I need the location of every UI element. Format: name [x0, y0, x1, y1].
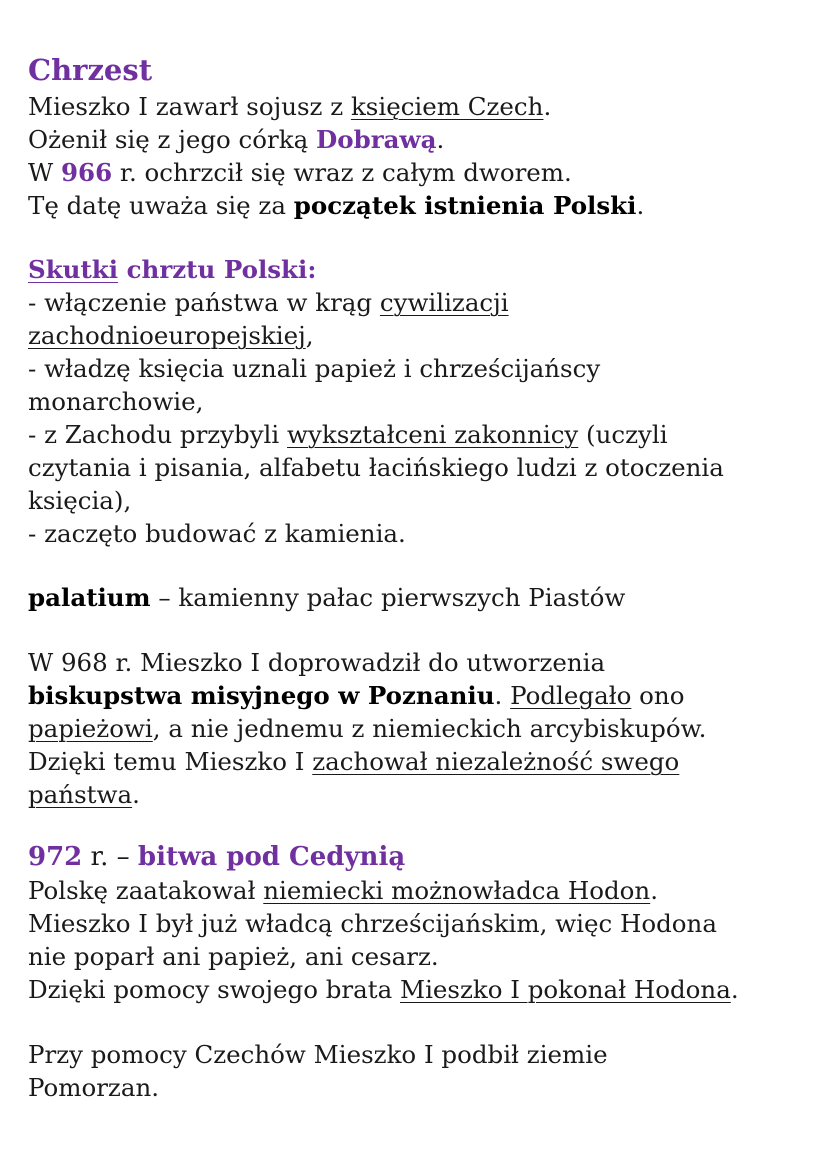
underlined-text: księciem Czech	[350, 92, 544, 121]
text: .	[650, 876, 659, 905]
highlight-dobrawa: Dobrawą	[315, 125, 437, 154]
text: , a nie jednemu z niemieckich arcybiskupów.	[152, 714, 707, 743]
text: Polskę zaatakował	[28, 876, 264, 905]
text: .	[436, 125, 445, 154]
list-item	[28, 286, 509, 319]
definition: – kamienny pałac pierwszych Piastów	[150, 583, 626, 612]
text: - włączenie państwa w krąg	[28, 288, 380, 317]
text-line: nie poparł ani papież, ani cesarz.	[28, 942, 439, 971]
battle-title: bitwa pod Cedynią	[137, 842, 406, 872]
text-line: Pomorzan.	[28, 1073, 160, 1102]
underlined-text: wykształceni zakonnicy	[287, 420, 579, 449]
underlined-text: cywilizacji	[379, 288, 509, 317]
text: Tę datę uważa się za	[28, 191, 294, 220]
underlined-text: państwa	[28, 780, 133, 809]
highlight-year-972: 972	[28, 842, 83, 872]
text-line: czytania i pisania, alfabetu łacińskiego ludzi z otoczenia	[28, 453, 724, 482]
text: Dzięki pomocy swojego brata	[28, 975, 400, 1004]
text-line: księcia),	[28, 486, 132, 515]
list-item: - zaczęto budować z kamienia.	[28, 519, 406, 548]
text-line	[28, 189, 644, 222]
definition-palatium	[28, 581, 625, 614]
heading-rest: chrztu Polski:	[118, 255, 317, 284]
underlined-text: niemiecki możnowładca Hodon	[263, 876, 651, 905]
text: - z Zachodu przybyli	[28, 420, 288, 449]
underlined-text: Mieszko I pokonał Hodona	[399, 975, 731, 1004]
text-line	[28, 156, 572, 189]
text: W	[28, 158, 61, 187]
heading-chrzest: Chrzest	[28, 53, 153, 87]
text: .	[494, 681, 511, 710]
text-line: Przy pomocy Czechów Mieszko I podbił ziemie	[28, 1040, 608, 1069]
term: palatium	[28, 583, 151, 612]
heading-cedynia	[28, 841, 405, 874]
text-line	[28, 679, 684, 712]
text-line	[28, 778, 140, 811]
underlined-text: zachował niezależność swego	[312, 747, 680, 776]
text: (uczyli	[578, 420, 668, 449]
text: r. –	[82, 842, 138, 872]
text-line: W 968 r. Mieszko I doprowadził do utworzenia	[28, 648, 606, 677]
text-line	[28, 319, 313, 352]
text: .	[730, 975, 739, 1004]
text-line	[28, 90, 551, 123]
text: ono	[631, 681, 685, 710]
heading-skutki	[28, 253, 316, 286]
text: r. ochrzcił się wraz z całym dworem.	[112, 158, 572, 187]
highlight-year-966: 966	[60, 158, 113, 187]
bold-text: biskupstwa misyjnego w Poznaniu	[28, 681, 495, 710]
text-line	[28, 973, 739, 1006]
underlined-text: papieżowi	[28, 714, 153, 743]
underlined-text: Podlegało	[510, 681, 632, 710]
text: Ożenił się z jego córką	[28, 125, 316, 154]
underlined-text: zachodnioeuropejskiej	[28, 321, 306, 350]
text-line	[28, 123, 444, 156]
text-line: monarchowie,	[28, 387, 204, 416]
underlined-heading-word: Skutki	[28, 255, 119, 284]
text: .	[543, 92, 552, 121]
text-line	[28, 874, 658, 907]
list-item	[28, 418, 668, 451]
text-line	[28, 745, 679, 778]
text: Mieszko I zawarł sojusz z	[28, 92, 351, 121]
bold-text: początek istnienia Polski	[293, 191, 637, 220]
text: ,	[305, 321, 314, 350]
text: .	[132, 780, 140, 809]
list-item: - władzę księcia uznali papież i chrześcijańscy	[28, 354, 601, 383]
text: .	[636, 191, 645, 220]
text: Dzięki temu Mieszko I	[28, 747, 313, 776]
text-line	[28, 712, 706, 745]
text-line: Mieszko I był już władcą chrześcijańskim, więc Hodona	[28, 909, 717, 938]
